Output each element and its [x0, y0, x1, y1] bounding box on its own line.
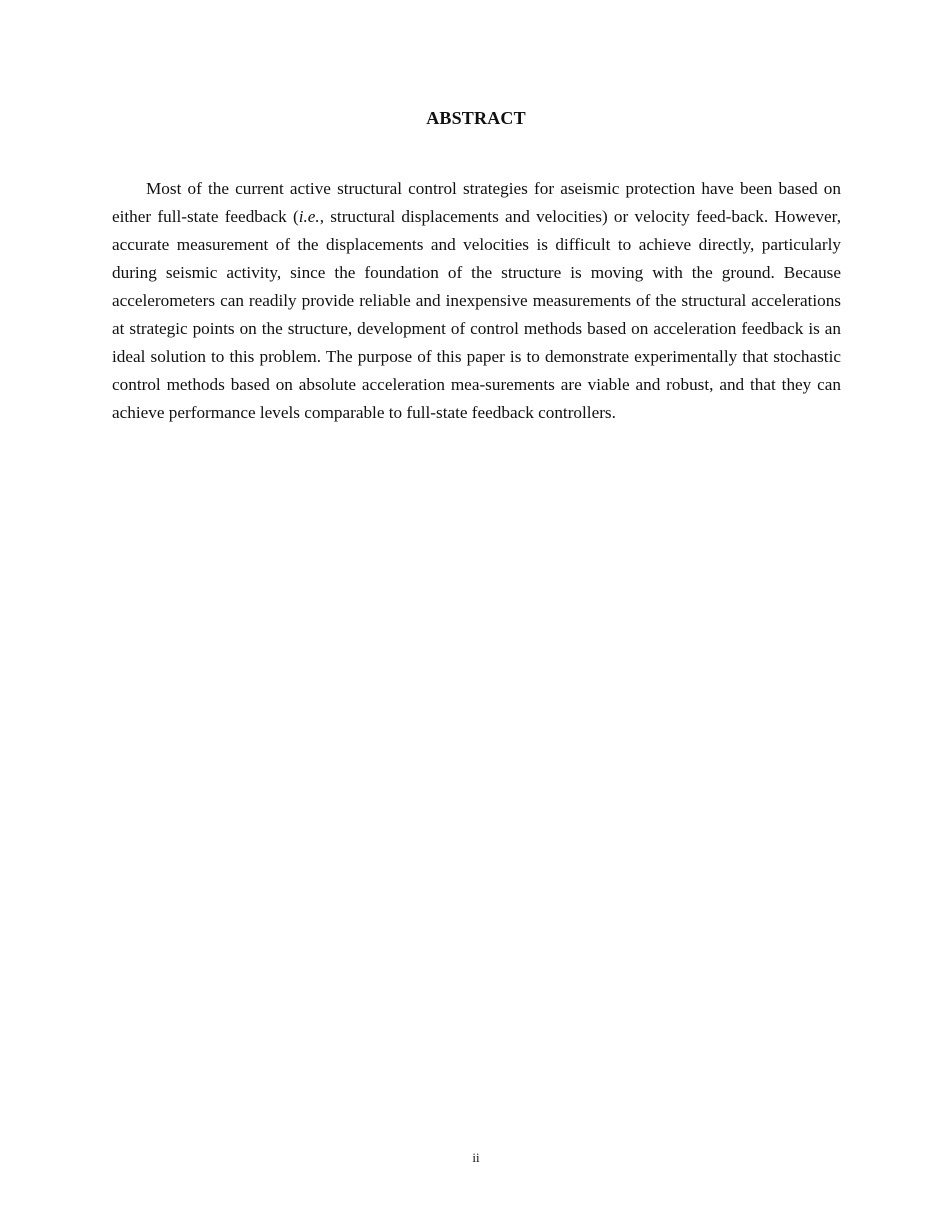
abstract-text-emphasis: i.e.	[298, 207, 320, 226]
abstract-text-part-2: , structural displacements and velocities) or velocity feed-back. However, accurate measurement of the displacements and velocities is difficult to achieve directly, particularly during seismic activity, since the foundation of the structure is moving with the ground. Because accelerometers can readily provide reliable and inexpensive measurements of the structural accelerations at strategic points on the structure, development of control methods based on acceleration feedback is an ideal solution to this problem. The purpose of this paper is to demonstrate experimentally that stochastic control methods based on absolute acceleration mea-surements are viable and robust, and that they can achieve performance levels comparable to full-state feedback controllers.	[112, 207, 841, 422]
abstract-heading: ABSTRACT	[426, 108, 526, 128]
abstract-text-part-1: Most of the current active structural control strategies for aseismic protection have been based on either full-state feedback (	[112, 179, 841, 226]
abstract-paragraph	[112, 175, 841, 427]
page-number: ii	[472, 1150, 480, 1165]
